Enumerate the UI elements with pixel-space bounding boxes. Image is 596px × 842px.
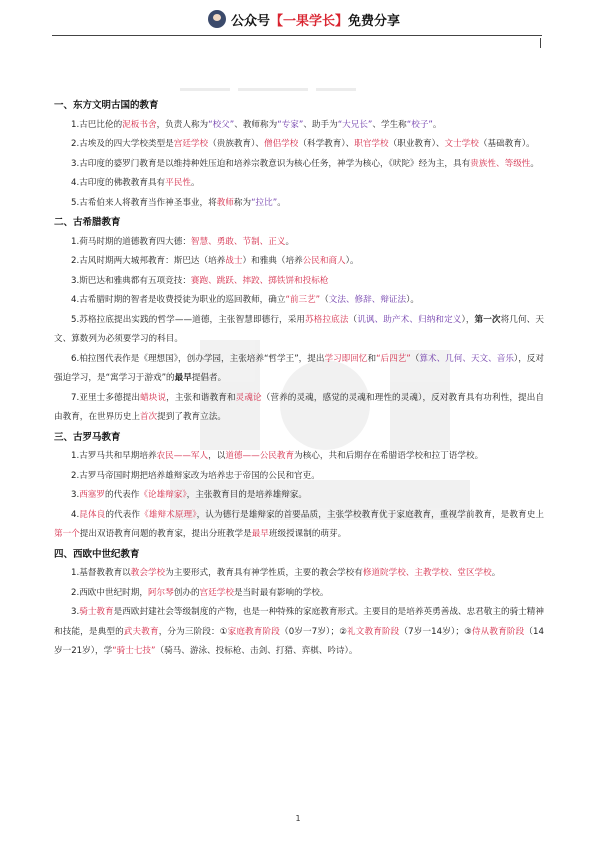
paragraph: 2.古风时期两大城邦教育：斯巴达（培养战士）和雅典（培养公民和商人）。 — [71, 256, 359, 266]
paragraph: 7.亚里士多德提出蜡块说，主张和谐教育和灵魂论（营养的灵魂，感觉的灵魂和理性的灵魂），反对教育具有功利性，提出自由教育，在世界历史上首次提到了教育立法。 — [54, 392, 544, 422]
brand-banner — [231, 10, 400, 29]
brand-prefix: 公众号 — [231, 14, 271, 29]
paragraph: 1.荷马时期的道德教育四大德：智慧、勇敢、节制、正义。 — [71, 236, 295, 247]
paragraph: 4.昆体良的代表作《雄辩术原理》，认为德行是雄辩家的首要品质，主张学校教育优于家庭教育，重视学前教育，是教育史上第一个提出双语教育问题的教育家，提出分班教学是最早班级授课制的萌芽。 — [54, 509, 544, 539]
section-title: 四、西欧中世纪教育 — [54, 548, 140, 560]
page-number: 1 — [295, 814, 301, 823]
section-title: 二、古希腊教育 — [54, 217, 121, 228]
section-title: 一、东方文明古国的教育 — [54, 100, 159, 111]
paragraph: 3.西塞罗的代表作《论雄辩家》，主张教育目的是培养雄辩家。 — [71, 490, 307, 500]
paragraph: 5.古希伯来人将教育当作神圣事业，将教师称为“拉比”。 — [71, 197, 286, 208]
brand-highlight: 【一果学长】 — [270, 14, 349, 29]
paragraph: 5.苏格拉底提出实践的哲学——道德，主张智慧即德行，采用苏格拉底法（讥讽、助产术、归纳和定义），第一次将几何、天文、算数列为必须要学习的科目。 — [54, 314, 544, 344]
paragraph: 4.古印度的佛教教育具有平民性。 — [71, 178, 200, 188]
avatar-logo-icon — [208, 10, 226, 28]
paragraph: 3.古印度的婆罗门教育是以维持种姓压迫和培养宗教意识为核心任务，神学为核心，《吠陀》经为主，具有贵族性、等级性。 — [71, 158, 539, 169]
paragraph: 6.柏拉图代表作是《理想国》，创办学园，主张培养“哲学王”，提出学习即回忆和“后四艺”（算术、几何、天文、音乐），反对强迫学习，是“寓学习于游戏”的最早提倡者。 — [54, 353, 545, 383]
document-body — [54, 96, 544, 662]
faded-title — [180, 79, 420, 84]
paragraph: 1.古巴比伦的泥板书舍，负责人称为“校父”、教师称为“专家”、助手为“大兄长”、学生称“校子”。 — [71, 119, 442, 130]
header-divider — [52, 35, 542, 36]
paragraph: 4.古希腊时期的智者是收费授徒为职业的巡回教师，确立“前三艺”（文法、修辞、辩证法）。 — [71, 295, 419, 305]
paragraph: 2.古罗马帝国时期把培养雄辩家改为培养忠于帝国的公民和官吏。 — [71, 470, 320, 481]
paragraph: 3.骑士教育是西欧封建社会等级制度的产物，也是一种特殊的家庭教育形式。主要目的是培养英勇善战、忠君敬主的骑士精神和技能，是典型的武夫教育，分为三阶段：①家庭教育阶段（0岁一7岁）；②礼文教育阶段（7岁一14岁）；③侍从教育阶段（14岁一21岁），学“骑士七技”（骑马、游泳、投标枪、击剑、打猎、弈棋、吟诗）。 — [54, 607, 544, 656]
section-title: 三、古罗马教育 — [54, 431, 121, 443]
paragraph: 1.基督教教育以教会学校为主要形式，教育具有神学性质，主要的教会学校有修道院学校、主教学校、堂区学校。 — [71, 568, 501, 578]
page-header — [0, 0, 596, 36]
paragraph: 2.古埃及的四大学校类型是宫廷学校（贵族教育）、僧侣学校（科学教育）、职官学校（职业教育）、文士学校（基础教育）。 — [71, 139, 535, 149]
brand-suffix: 免费分享 — [348, 14, 401, 29]
corner-mark — [540, 38, 541, 48]
paragraph: 1.古罗马共和早期培养农民——军人，以道德——公民教育为核心，共和后期存在希腊语学校和拉丁语学校。 — [71, 451, 484, 461]
paragraph: 2.西欧中世纪时期，阿尔琴创办的宫廷学校是当时最有影响的学校。 — [71, 587, 329, 598]
paragraph: 3.斯巴达和雅典都有五项竞技：赛跑、跳跃、摔跤、掷铁饼和投标枪 — [71, 275, 329, 286]
